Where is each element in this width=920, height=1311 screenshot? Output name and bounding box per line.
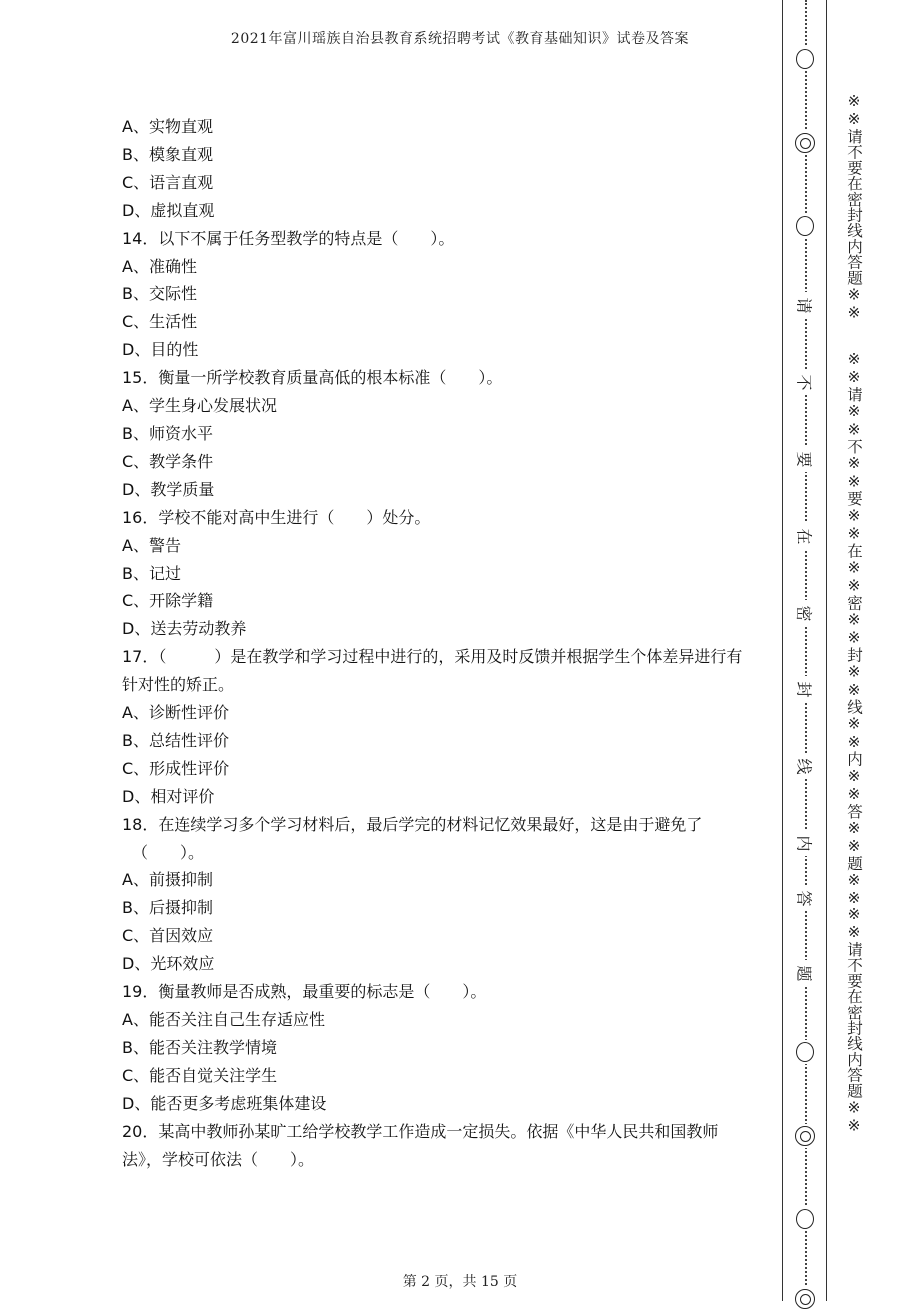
question-16: 16．学校不能对高中生进行（ ）处分。	[122, 507, 431, 527]
option-line: A、实物直观	[122, 117, 213, 136]
option-line: D、目的性	[122, 340, 199, 360]
option-line: B、总结性评价	[122, 730, 229, 750]
option-line: A、前摄抑制	[122, 870, 213, 890]
question-18: 18．在连续学习多个学习材料后，最后学完的材料记忆效果最好，这是由于避免了	[122, 814, 703, 834]
page-number: 第 2 页，共 15 页	[402, 1274, 518, 1290]
option-line: B、模象直观	[122, 144, 213, 164]
option-line: B、师资水平	[122, 423, 213, 443]
binding-rule-left	[782, 0, 783, 1301]
option-line: D、送去劳动教养	[122, 619, 247, 639]
seal-warning-text: ※※请不要在密封线内答题※※	[845, 92, 863, 322]
option-line: A、准确性	[122, 256, 197, 276]
document-header: 2021年富川瑶族自治县教育系统招聘考试《教育基础知识》试卷及答案	[230, 31, 690, 47]
question-19: 19．衡量教师是否成熟，最重要的标志是（ ）。	[122, 982, 487, 1002]
seal-double-ring-icon	[793, 1287, 817, 1311]
option-line: C、生活性	[122, 312, 198, 332]
option-line: C、形成性评价	[122, 758, 230, 778]
option-line: A、学生身心发展状况	[122, 396, 277, 416]
seal-double-ring-icon	[793, 131, 817, 155]
option-line: B、后摄抑制	[122, 898, 213, 918]
seal-char: 密	[794, 600, 816, 626]
seal-ring-icon	[793, 214, 817, 238]
question-20-cont: 法》，学校可依法（ ）。	[122, 1149, 315, 1169]
option-line: C、教学条件	[122, 451, 214, 471]
seal-double-ring-icon	[793, 1124, 817, 1148]
option-line: A、诊断性评价	[122, 703, 229, 723]
option-line: D、相对评价	[122, 786, 215, 806]
seal-char: 不	[794, 369, 816, 395]
seal-char: 请	[794, 292, 816, 318]
seal-ring-icon	[793, 1207, 817, 1231]
seal-dotted-line	[805, 0, 807, 1301]
option-line: D、能否更多考虑班集体建设	[122, 1093, 327, 1113]
option-line: A、警告	[122, 535, 181, 555]
seal-char: 答	[794, 885, 816, 911]
question-15: 15．衡量一所学校教育质量高低的根本标准（ ）。	[122, 368, 503, 388]
seal-char: 线	[794, 753, 816, 779]
seal-char: 封	[794, 676, 816, 702]
option-line: C、首因效应	[122, 926, 214, 946]
question-18-cont: （ ）。	[132, 842, 205, 862]
option-line: B、交际性	[122, 284, 197, 304]
binding-rule-right	[826, 0, 827, 1301]
question-14: 14．以下不属于任务型教学的特点是（ ）。	[122, 228, 455, 248]
option-line: D、光环效应	[122, 954, 215, 974]
seal-char: 在	[794, 523, 816, 549]
seal-char: 要	[794, 446, 816, 472]
option-line: A、能否关注自己生存适应性	[122, 1010, 325, 1029]
option-line: B、能否关注教学情境	[122, 1037, 277, 1057]
seal-char: 题	[794, 960, 816, 986]
option-line: C、能否自觉关注学生	[122, 1065, 278, 1085]
question-content	[122, 113, 772, 1173]
seal-ring-icon	[793, 47, 817, 71]
option-line: D、虚拟直观	[122, 200, 215, 220]
question-20: 20．某高中教师孙某旷工给学校教学工作造成一定损失。依据《中华人民共和国教师	[122, 1121, 719, 1141]
option-line: C、语言直观	[122, 172, 214, 192]
option-line: C、开除学籍	[122, 591, 214, 611]
seal-char: 内	[794, 830, 816, 856]
option-line: B、记过	[122, 563, 181, 583]
seal-warning-text: ※※请※※不※※要※※在※※密※※封※※线※※内※※答※※题※※	[845, 350, 863, 908]
question-17: 17．（ ）是在教学和学习过程中进行的，采用及时反馈并根据学生个体差异进行有	[122, 647, 743, 667]
question-17-cont: 针对性的矫正。	[122, 675, 235, 695]
seal-ring-icon	[793, 1040, 817, 1064]
option-line: D、教学质量	[122, 479, 215, 499]
seal-warning-text: ※※请不要在密封线内答题※※	[845, 905, 863, 1135]
